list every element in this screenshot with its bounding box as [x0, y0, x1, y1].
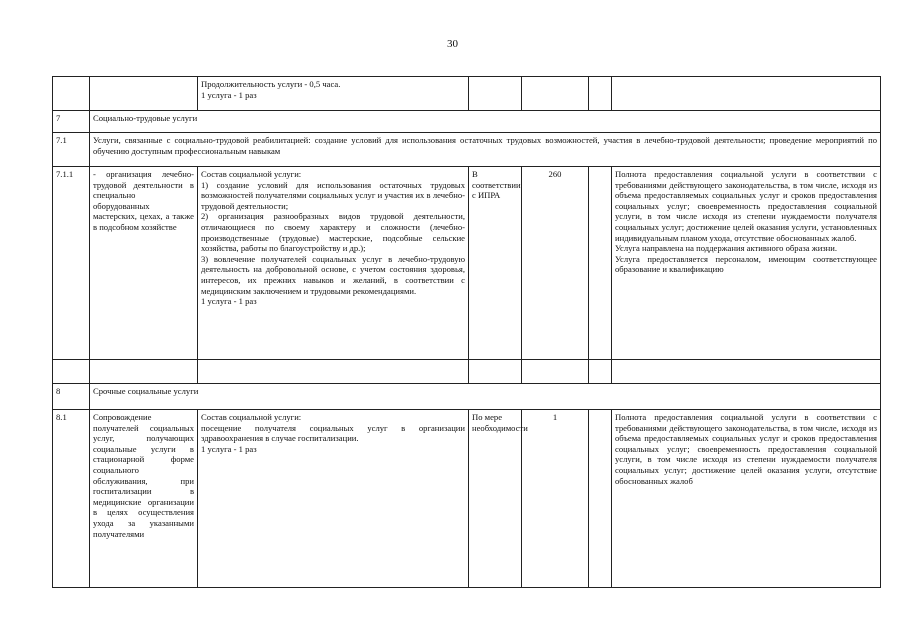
item-extra: [589, 410, 612, 588]
item-period: По мере необходимости: [469, 410, 522, 588]
quality-line: Услуга предоставляется персоналом, имеющим соответствующее образование и квалификацию: [615, 253, 877, 275]
table-row: [53, 167, 881, 360]
quality-line: Услуга направлена на поддержания активного образа жизни.: [615, 243, 838, 254]
cell-composition: [198, 77, 469, 111]
composition-line: 3) вовлечение получателей социальных услуг в лечебно-трудовую деятельность на добровольной основе, с учетом состояния здоровья, интересов, их прежних навыков и желаний, в соответствии с медицинским заключением и трудовыми рекомендациями.: [201, 253, 465, 296]
item-number: 8.1: [53, 410, 90, 588]
item-number: 7.1.1: [53, 167, 90, 360]
empty-row: [53, 360, 881, 384]
composition-line: Состав социальной услуги:: [201, 412, 302, 422]
cell-name: [90, 77, 198, 111]
section-row: [53, 111, 881, 133]
cell-quality: [612, 77, 881, 111]
cell-period: [469, 77, 522, 111]
composition-line: 1 услуга - 1 раз: [201, 296, 257, 307]
item-period: В соответствии с ИПРА: [469, 167, 522, 360]
table-row: [53, 77, 881, 111]
section-title: Срочные социальные услуги: [90, 384, 881, 410]
item-name: Сопровождение получателей социальных услуг, получающих социальные услуги в стационарной форме социального обслуживания, при госпитализации в медицинские организации в целях осуществления ухода за указанными получателями: [90, 410, 198, 588]
item-extra: [589, 167, 612, 360]
composition-line: 2) организация разнообразных видов трудовой деятельности, отличающиеся по своему характеру и сложности (лечебно-производственные (трудовые) мастерские, подсобные сельские хозяйства, работы по благоустройству и др.);: [201, 211, 465, 254]
subsection-row: [53, 133, 881, 167]
frequency-text: 1 услуга - 1 раз: [201, 89, 257, 100]
cell-num: [53, 77, 90, 111]
quality-line: Полнота предоставления социальной услуги в соответствии с требованиями действующего законодательства, в том числе, исходя из объема предоставляемых социальных услуг и сроков предоставления социальных услуг; своевременность предоставления социальной услуги, в том числе исходя из степени нуждаемости получателя социальных услуг; достижение целей оказания услуги, установленных индивидуальным планом ухода, отсутствие обоснованных жалоб.: [615, 169, 877, 243]
subsection-text: Услуги, связанные с социально-трудовой реабилитацией: создание условий для использования остаточных трудовых возможностей, участия в лечебно-трудовой деятельности; проведение мероприятий по обучению доступным профессиональным навыкам: [90, 133, 881, 167]
item-composition: [198, 167, 469, 360]
composition-line: 1 услуга - 1 раз: [201, 443, 257, 454]
composition-line: Состав социальной услуги:: [201, 169, 302, 179]
page-number: 30: [447, 38, 458, 50]
item-composition: [198, 410, 469, 588]
section-number: 7: [53, 111, 90, 133]
item-name: - организация лечебно-трудовой деятельности в специально оборудованных мастерских, цехах, а также в подсобном хозяйстве: [90, 167, 198, 360]
composition-line: 1) создание условий для использования остаточных трудовых возможностей получателями социальных услуг и участия их в лечебно-трудовой деятельности;: [201, 179, 465, 211]
section-title: Социально-трудовые услуги: [90, 111, 881, 133]
section-row: [53, 384, 881, 410]
table-row: [53, 410, 881, 588]
quality-line: Полнота предоставления социальной услуги в соответствии с требованиями действующего законодательства, в том числе, исходя из объема предоставляемых социальных услуг и сроков предоставления социальных услуг; своевременность предоставления социальной услуги, в том числе исходя из степени нуждаемости получателя социальных услуг; достижение целей оказания услуги, отсутствие обоснованных жалоб: [615, 412, 877, 486]
cell-quantity: [522, 77, 589, 111]
services-table: [52, 76, 881, 588]
subsection-number: 7.1: [53, 133, 90, 167]
section-number: 8: [53, 384, 90, 410]
item-quantity: 260: [522, 167, 589, 360]
cell-extra: [589, 77, 612, 111]
item-quantity: 1: [522, 410, 589, 588]
item-quality: [612, 410, 881, 588]
duration-text: Продолжительность услуги - 0,5 часа.: [201, 79, 341, 89]
item-quality: [612, 167, 881, 360]
composition-line: посещение получателя социальных услуг в организации здравоохранения в случае госпитализации.: [201, 422, 465, 444]
